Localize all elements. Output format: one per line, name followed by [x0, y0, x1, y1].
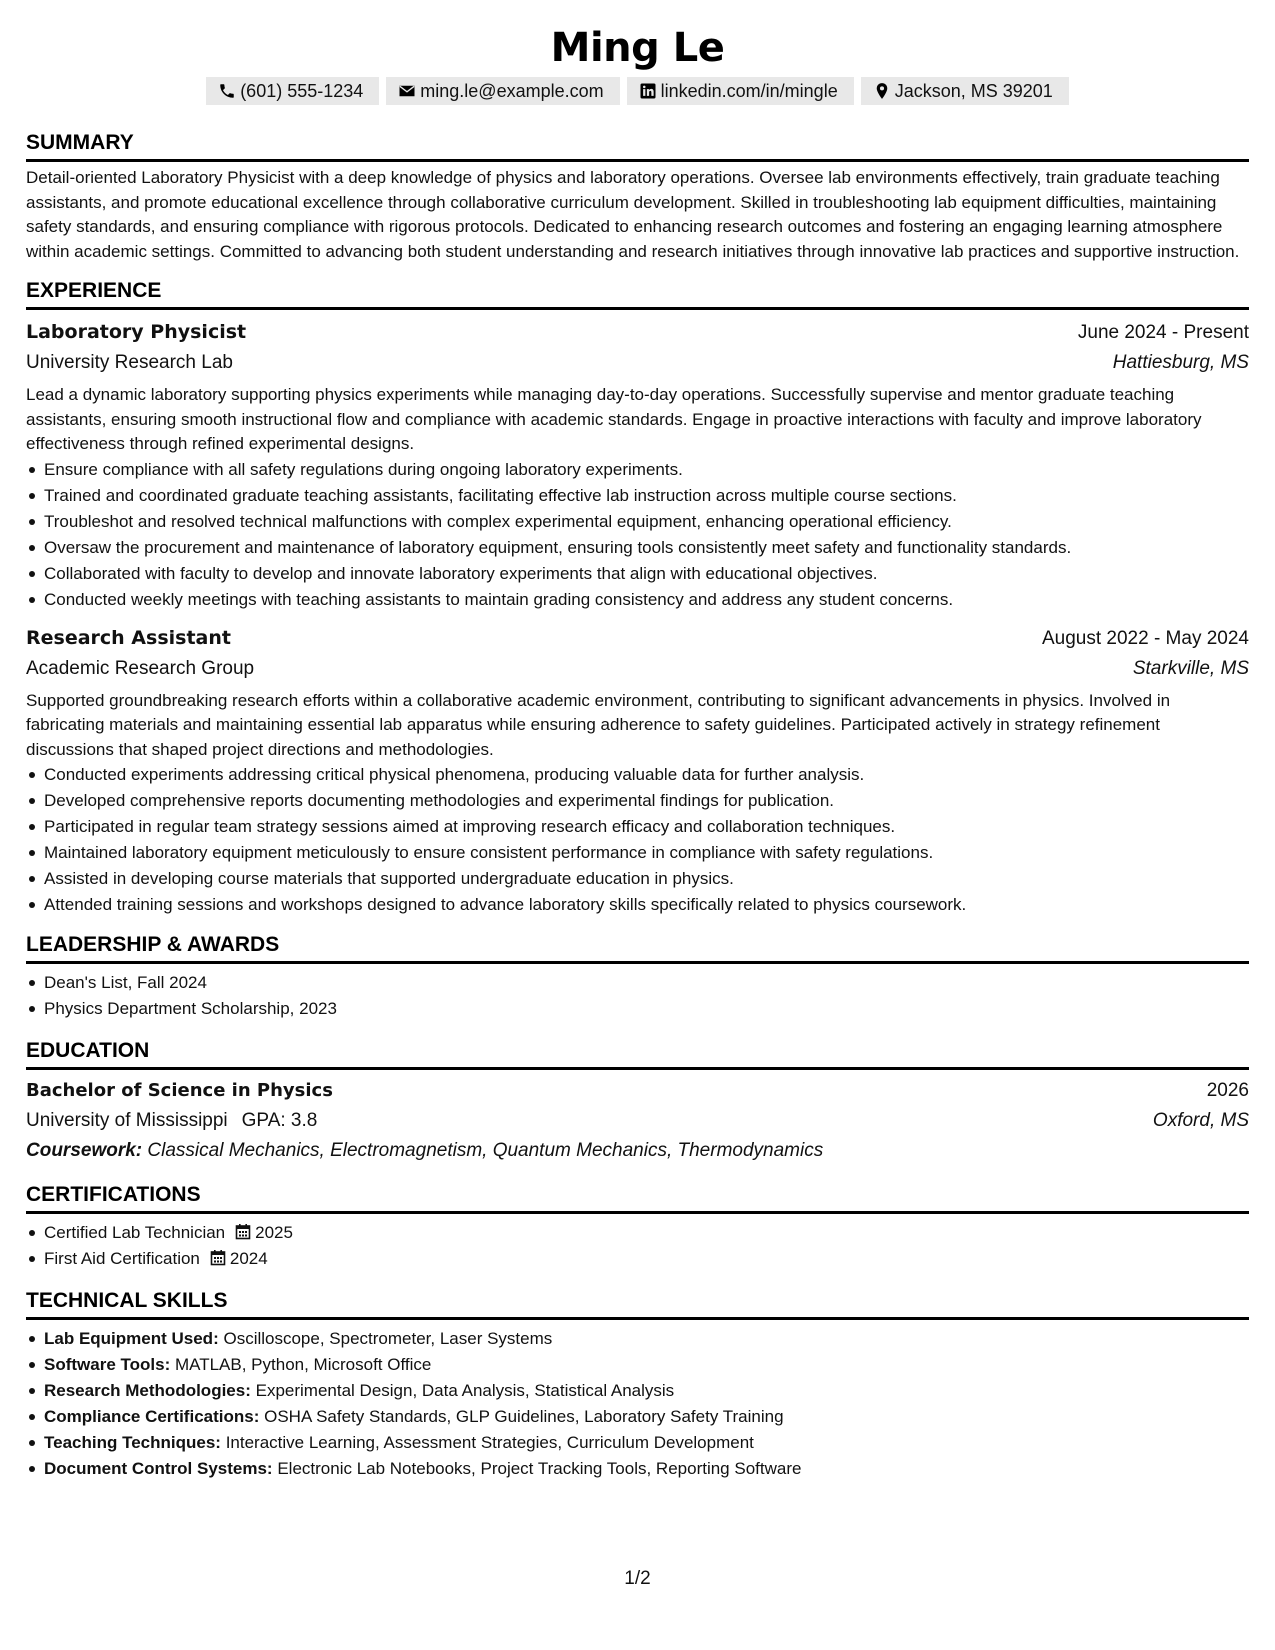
skill-value: Interactive Learning, Assessment Strategies, Curriculum Development [225, 1433, 754, 1452]
school-name: University of Mississippi [26, 1110, 228, 1131]
contact-phone-text: (601) 555-1234 [240, 81, 364, 101]
certifications-list [26, 1220, 1249, 1272]
job-bullets [26, 457, 1249, 613]
candidate-name: Ming Le [550, 25, 725, 71]
contact-location [861, 77, 1069, 105]
coursework-line [26, 1136, 1249, 1166]
section-title: LEADERSHIP & AWARDS [26, 932, 1249, 964]
job-description: Supported groundbreaking research efforts within a collaborative academic environment, contributing to significant advancements in physics. Involved in fabricating materials and maintaining essential lab apparatus while ensuring adherence to safety guidelines. Participated actively in strategy refinement discussions that shaped project directions and methodologies. [26, 690, 1171, 759]
list-item [26, 1430, 1249, 1456]
list-item: Trained and coordinated graduate teaching assistants, facilitating effective lab instruction across multiple course sections. [26, 483, 1249, 509]
contact-phone[interactable] [206, 77, 379, 105]
contact-bar [26, 77, 1249, 105]
summary-text: Detail-oriented Laboratory Physicist with a deep knowledge of physics and laboratory operations. Oversee lab environments effectively, train graduate teaching assistants, and promote educational excellence through collaborative curriculum development. Skilled in troubleshooting lab equipment difficulties, maintaining safety standards, and ensuring compliance with rigorous protocols. Dedicated to enhancing research outcomes and fostering an engaging learning atmosphere within academic settings. Committed to advancing both student understanding and research initiatives through innovative lab practices and supportive instruction. [26, 168, 1240, 261]
degree-title: Bachelor of Science in Physics [26, 1080, 333, 1101]
envelope-icon [398, 82, 416, 100]
education-section [26, 1038, 1249, 1166]
coursework-label: Coursework: [26, 1140, 143, 1161]
list-item [26, 1352, 1249, 1378]
experience-section [26, 278, 1249, 918]
skills-section [26, 1288, 1249, 1482]
summary-section [26, 130, 1249, 264]
section-title: CERTIFICATIONS [26, 1182, 1249, 1214]
list-item: Oversaw the procurement and maintenance of laboratory equipment, ensuring tools consistently meet safety and functionality standards. [26, 535, 1249, 561]
list-item [26, 1326, 1249, 1352]
list-item: Maintained laboratory equipment meticulously to ensure consistent performance in compliance with safety regulations. [26, 840, 1249, 866]
job-description: Lead a dynamic laboratory supporting physics experiments while managing day-to-day operations. Successfully supervise and mentor graduate teaching assistants, ensuring smooth instructional flow and compliance with academic standards. Engage in proactive interactions with faculty and improve laboratory effectiveness through refined experimental designs. [26, 385, 1202, 453]
calendar-icon [210, 1249, 226, 1266]
job-bullets [26, 762, 1249, 918]
skills-list [26, 1326, 1249, 1482]
page-number: 1/2 [624, 1568, 651, 1589]
job-title: Research Assistant [26, 626, 231, 649]
skill-category: Software Tools: [44, 1355, 171, 1374]
job-entry [26, 317, 1249, 613]
list-item: Assisted in developing course materials that supported undergraduate education in physics. [26, 866, 1249, 892]
section-title: SUMMARY [26, 130, 1249, 162]
calendar-icon [235, 1223, 251, 1240]
job-entry [26, 623, 1249, 919]
contact-linkedin[interactable] [627, 77, 854, 105]
section-title: EDUCATION [26, 1038, 1249, 1070]
skill-value: Electronic Lab Notebooks, Project Tracking Tools, Reporting Software [277, 1459, 802, 1478]
coursework-list: Classical Mechanics, Electromagnetism, Quantum Mechanics, Thermodynamics [147, 1140, 824, 1161]
contact-linkedin-text: linkedin.com/in/mingle [660, 81, 838, 101]
awards-list [26, 970, 1249, 1022]
list-item: Developed comprehensive reports documenting methodologies and experimental findings for publication. [26, 788, 1249, 814]
certification-year: 2025 [255, 1223, 293, 1242]
list-item: Dean's List, Fall 2024 [26, 970, 1249, 996]
job-location: Hattiesburg, MS [1112, 352, 1249, 373]
certification-name: First Aid Certification [44, 1249, 200, 1268]
skill-value: Experimental Design, Data Analysis, Statistical Analysis [255, 1381, 675, 1400]
contact-location-text: Jackson, MS 39201 [894, 81, 1053, 101]
skill-value: MATLAB, Python, Microsoft Office [174, 1355, 432, 1374]
list-item: Conducted experiments addressing critical physical phenomena, producing valuable data for further analysis. [26, 762, 1249, 788]
school-line [26, 1106, 317, 1136]
list-item: Participated in regular team strategy sessions aimed at improving research efficacy and collaboration techniques. [26, 814, 1249, 840]
skill-value: Oscilloscope, Spectrometer, Laser Systems [223, 1329, 553, 1348]
contact-email-text: ming.le@example.com [420, 81, 604, 101]
list-item: Ensure compliance with all safety regulations during ongoing laboratory experiments. [26, 457, 1249, 483]
skill-category: Compliance Certifications: [44, 1407, 260, 1426]
job-title: Laboratory Physicist [26, 321, 247, 343]
job-dates: August 2022 - May 2024 [1041, 627, 1249, 649]
list-item: Physics Department Scholarship, 2023 [26, 996, 1249, 1022]
section-title: TECHNICAL SKILLS [26, 1288, 1249, 1320]
contact-email[interactable] [386, 77, 619, 105]
list-item: Conducted weekly meetings with teaching assistants to maintain grading consistency and address any student concerns. [26, 587, 1249, 613]
gpa: GPA: 3.8 [241, 1110, 318, 1131]
job-location: Starkville, MS [1132, 657, 1249, 679]
skill-category: Research Methodologies: [44, 1381, 251, 1400]
certifications-section [26, 1182, 1249, 1272]
list-item [26, 1456, 1249, 1482]
skill-value: OSHA Safety Standards, GLP Guidelines, Laboratory Safety Training [264, 1407, 784, 1426]
job-organization: Academic Research Group [26, 657, 255, 679]
map-pin-icon [873, 82, 891, 100]
list-item: Troubleshot and resolved technical malfunctions with complex experimental equipment, enhancing operational efficiency. [26, 509, 1249, 535]
certification-year: 2024 [229, 1249, 268, 1268]
list-item [26, 1404, 1249, 1430]
skill-category: Lab Equipment Used: [44, 1329, 219, 1348]
phone-icon [218, 82, 236, 100]
skill-category: Document Control Systems: [44, 1459, 273, 1478]
list-item [26, 1378, 1249, 1404]
job-dates: June 2024 - Present [1077, 322, 1249, 343]
list-item [26, 1220, 1249, 1246]
graduation-year: 2026 [1206, 1080, 1249, 1101]
list-item: Collaborated with faculty to develop and innovate laboratory experiments that align with educational objectives. [26, 561, 1249, 587]
list-item: Attended training sessions and workshops designed to advance laboratory skills specifically related to physics coursework. [26, 892, 1249, 918]
awards-section [26, 932, 1249, 1022]
linkedin-icon [639, 82, 657, 100]
school-location: Oxford, MS [1152, 1110, 1249, 1131]
job-organization: University Research Lab [26, 352, 233, 373]
section-title: EXPERIENCE [26, 278, 1249, 310]
list-item [26, 1246, 1249, 1272]
certification-name: Certified Lab Technician [44, 1223, 226, 1242]
skill-category: Teaching Techniques: [44, 1433, 221, 1452]
